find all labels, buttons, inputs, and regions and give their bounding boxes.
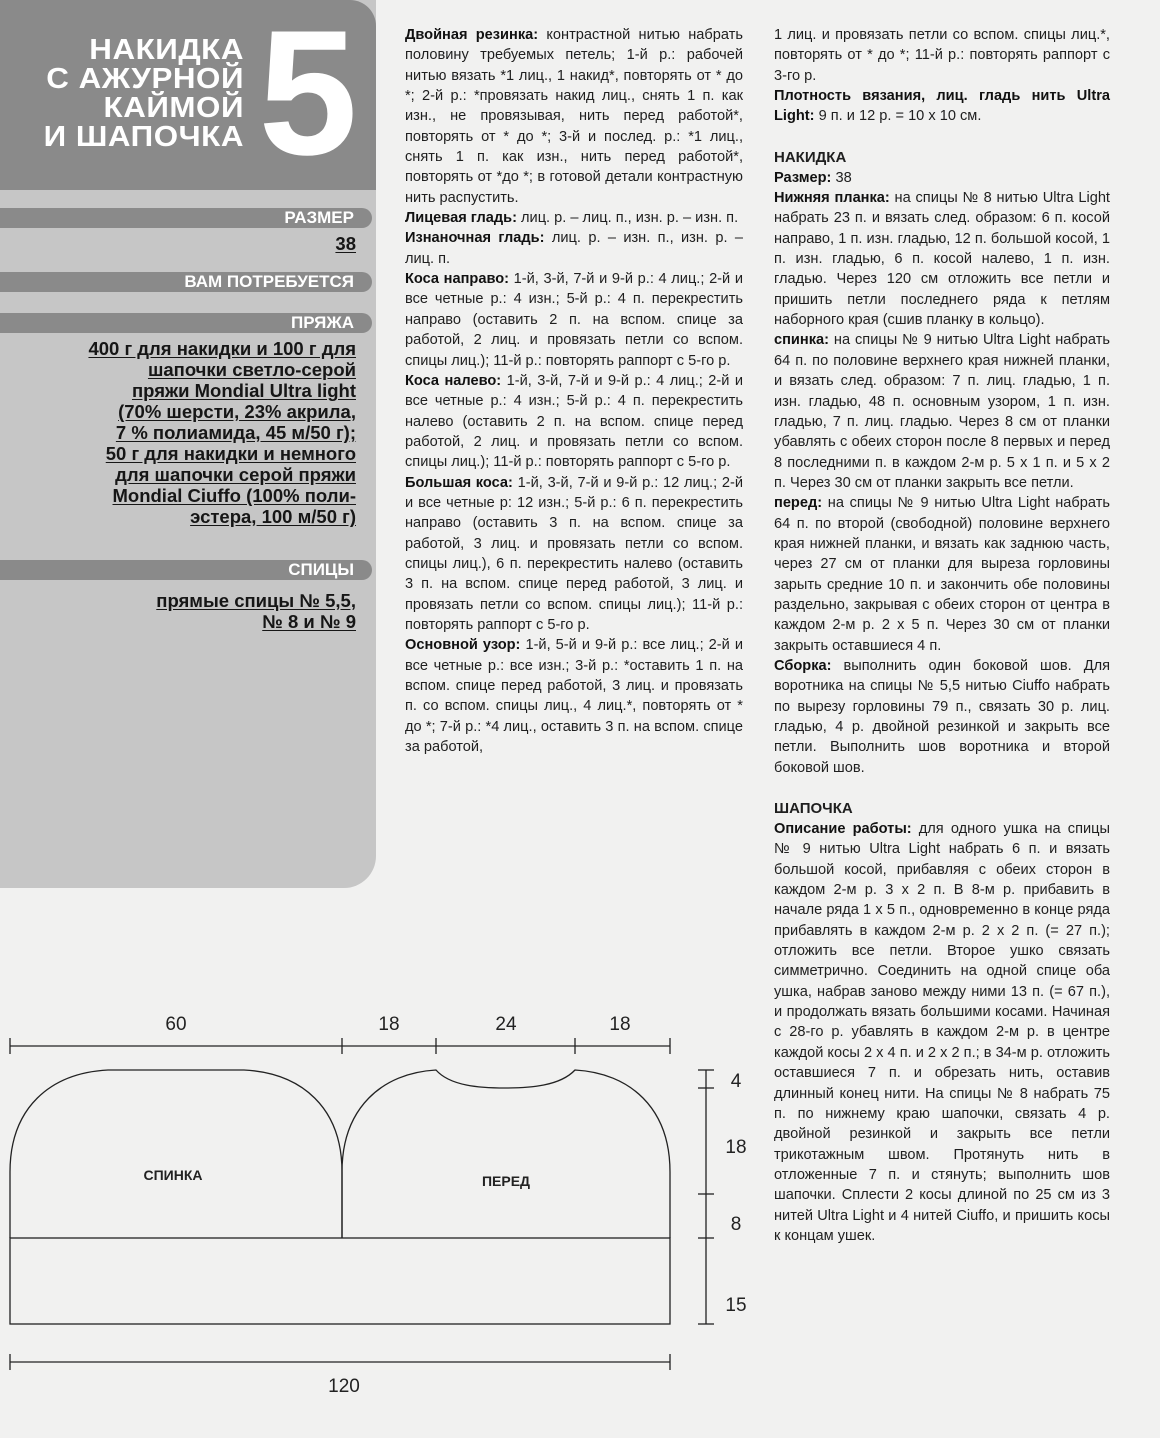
stitch-term: Изнаночная гладь: — [405, 230, 545, 247]
back-piece-outline — [10, 1070, 342, 1238]
stitch-term: Основной узор: — [405, 637, 521, 654]
yarn-line: для шапочки серой пряжи — [115, 464, 356, 485]
cape-term: Нижняя планка: — [774, 190, 890, 207]
stitch-term: Коса направо: — [405, 271, 510, 288]
cape-heading: НАКИДКА — [774, 148, 847, 166]
stitch-paragraph — [405, 208, 743, 228]
cape-text: на спицы № 9 нитью Ultra Light набрать 64 п. по второй (свободной) половине верхнего края нижней планки, и вязать как заднюю часть, через 27 см от планки для выреза горловины зарыть средние 10 п. и закончить обе половины раздельно, закрывая с обеих сторон от центра в каждом 2-м р. 2 х 5 п. Через 30 см от планки закрыть оставшиеся 4 п. — [774, 495, 1110, 654]
dim-label-right: 4 — [730, 1071, 742, 1092]
dim-label-bottom: 120 — [328, 1376, 360, 1397]
density-term: Плотность вязания, лиц. гладь нить Ultra Light: — [774, 88, 1110, 125]
yarn-line: 50 г для накидки и немного — [105, 443, 356, 464]
back-piece-label: СПИНКА — [143, 1167, 203, 1183]
instructions-column-right — [774, 25, 1110, 1246]
stitch-text: лиц. р. – лиц. п., изн. р. – изн. п. — [516, 210, 739, 227]
needles-description — [156, 590, 356, 632]
stitch-text: лиц. р. – изн. п., изн. р. – лиц. п. — [405, 230, 743, 267]
needles-line: № 8 и № 9 — [262, 611, 356, 632]
instructions-column-middle — [405, 25, 743, 757]
yarn-line: (70% шерсти, 23% акрила, — [118, 401, 356, 422]
bottom-band — [10, 1238, 670, 1324]
garment-schematic — [0, 1000, 760, 1420]
front-piece-label: ПЕРЕД — [481, 1173, 531, 1189]
dim-label-right: 8 — [730, 1214, 742, 1235]
cape-size-term: Размер: — [774, 169, 832, 186]
cape-term: спинка: — [774, 332, 829, 349]
pattern-number: 5 — [258, 0, 358, 192]
continuation-text: 1 лиц. и провязать петли со вспом. спицы лиц.*, повторять от * до *; 11-й р.: повторять раппорт с 3-го р. — [774, 27, 1110, 84]
yarn-line: 400 г для накидки и 100 г для — [88, 338, 356, 359]
size-heading: РАЗМЕР — [0, 208, 372, 228]
title-line: И ШАПОЧКА — [43, 121, 244, 153]
stitch-paragraph — [405, 269, 743, 371]
title-line: КАЙМОЙ — [103, 92, 244, 124]
dim-label-top: 60 — [165, 1014, 187, 1035]
dim-label-top: 18 — [378, 1014, 400, 1035]
cape-size-paragraph — [774, 168, 1110, 188]
sidebar-panel — [0, 0, 376, 888]
cape-size-text: 38 — [831, 169, 852, 186]
stitch-paragraph — [405, 25, 743, 208]
dim-label-right: 15 — [725, 1295, 747, 1316]
title-block — [0, 0, 376, 190]
stitch-paragraph — [405, 635, 743, 757]
yarn-line: 7 % полиамида, 45 м/50 г); — [115, 422, 356, 443]
cape-text: на спицы № 8 нитью Ultra Light набрать 23 п. и вязать след. образом: 6 п. косой направо, 1 п. изн. гладью, 12 п. большой косой, 1 п. изн. гладью, 6 п. косой налево, 1 п. изн. гладью. Через 120 см отложить все петли и пришить петли последнего ряда к петлям наборного края (сшив планку в кольцо). — [774, 190, 1110, 329]
needles-heading: СПИЦЫ — [0, 560, 372, 580]
stitch-text: 1-й, 5-й и 9-й р.: все лиц.; 2-й и все четные р.: все изн.; 3-й р.: *оставить 1 п. на вспом. спице перед работой, 3 лиц. и провязать п. со вспом. спицы лиц., 4 лиц.*, повторять от * до *; 7-й р.: *4 лиц., оставить 3 п. на вспом. спице за работой, — [405, 637, 743, 756]
yarn-line: шапочки светло-серой — [147, 359, 356, 380]
hat-term: Описание работы: — [774, 821, 912, 838]
yarn-description — [88, 338, 356, 527]
title-line: С АЖУРНОЙ — [46, 63, 245, 95]
dim-label-top: 18 — [609, 1014, 631, 1035]
hat-paragraph — [774, 819, 1110, 1246]
dim-label-top: 24 — [495, 1014, 517, 1035]
stitch-term: Большая коса: — [405, 474, 513, 491]
cape-paragraph — [774, 656, 1110, 778]
cape-paragraph — [774, 188, 1110, 330]
cape-term: Сборка: — [774, 657, 832, 674]
stitch-term: Двойная резинка: — [405, 27, 539, 43]
stitch-term: Лицевая гладь: — [405, 210, 517, 227]
needs-heading: ВАМ ПОТРЕБУЕТСЯ — [0, 272, 372, 292]
stitch-paragraph — [405, 371, 743, 473]
yarn-line: эстера, 100 м/50 г) — [190, 506, 356, 527]
yarn-line: пряжи Mondial Ultra light — [131, 380, 356, 401]
cape-paragraph — [774, 330, 1110, 493]
yarn-heading: ПРЯЖА — [0, 313, 372, 333]
stitch-text: контрастной нитью набрать половину требуемых петель; 1-й р.: рабочей нитью вязать *1 лиц., 1 накид*, повторять от * до *; 2-й р.: *провязать накид лиц., снять 1 п. как изн., не провязывая, нить перед работой*, повторять от * до *; 3-й и послед. р.: *1 лиц., снять 1 п. как изн., нить перед работой*, повторять от *до *; в готовой детали контрастную нить распустить. — [405, 27, 743, 206]
hat-text: для одного ушка на спицы № 9 нитью Ultra Light набрать 6 п. и вязать большой косой, прибавляя с обеих сторон в каждом 2-м р. 3 х 2 п. В 8-м р. прибавить в начале ряда 1 х 5 п., одновременно в конце ряда прибавлять в каждом 2-м р. 2 х 2 п. (= 27 п.); отложить все петли. Второе ушко связать симметрично. Соединить на одной спице оба ушка, набрав заново между ними 13 п. (= 67 п.), и продолжать вязать большими косами. Начиная с 28-го р. убавлять в каждом 2-м р. в центре каждой косы 2 х 4 п. и 2 х 2 п.; в 34-м р. отложить оставшиеся 7 п. и обрезать нить, оставив длинный конец нити. На спицы № 8 набрать 75 п. по нижнему краю шапочки, связать 4 р. двойной резинкой и закрыть все петли трикотажным швом. Протянуть нить в отложенные 7 п. и стянуть; выполнить шов шапочки. Сплести 2 косы длиной по 25 см из 3 нитей Ultra Light и 4 нитей Ciuffo, и пришить косы к концам ушек. — [774, 821, 1110, 1244]
density-text: 9 п. и 12 р. = 10 х 10 см. — [814, 108, 982, 125]
stitch-text: 1-й, 3-й, 7-й и 9-й р.: 4 лиц.; 2-й и все четные р.: 4 изн.; 5-й р.: 4 п. перекрестить налево (оставить 2 п. на вспом. спице перед работой, 2 лиц. и провязать петли со вспом. спицы лиц.); 11-й р.: повторять раппорт с 5-го р. — [405, 372, 743, 471]
cape-text: на спицы № 9 нитью Ultra Light набрать 64 п. по половине верхнего края нижней планки, и вязать след. образом: 7 п. лиц. гладью, 1 п. изн. гладью, 48 п. основным узором, 1 п. изн. гладью, 7 п. лиц. гладью. Через 8 см от планки убавлять с обеих сторон после 8 первых и перед 8 последними п. в каждом 2-м р. 5 х 1 п. и 5 х 2 п. Через 30 см от планки закрыть все петли. — [774, 332, 1110, 491]
cape-paragraph — [774, 493, 1110, 656]
stitch-text: 1-й, 3-й, 7-й и 9-й р.: 4 лиц.; 2-й и все четные р.: 4 изн.; 5-й р.: 4 п. перекрестить направо (оставить 2 п. на вспом. спице за работой, 2 лиц. и провязать петли со вспом. спицы лиц.); 11-й р.: повторять раппорт с 5-го р. — [405, 271, 743, 369]
title-line: НАКИДКА — [89, 34, 245, 66]
size-value: 38 — [335, 233, 356, 254]
yarn-line: Mondial Ciuffo (100% поли- — [112, 485, 356, 506]
dim-label-right: 18 — [725, 1137, 747, 1158]
hat-heading: ШАПОЧКА — [774, 800, 853, 818]
stitch-text: 1-й, 3-й, 7-й и 9-й р.: 12 лиц.; 2-й и все четные р: 12 изн.; 5-й р.: 6 п. перекрестить направо (оставить 3 п. на вспом. спице за работой, 3 лиц. и провязать петли со вспом. спицы лиц.), 6 п. перекрестить налево (оставить 3 п. на вспом. спице перед работой, 3 лиц. и провязать петли со вспом. спицы лиц.); 11-й р.: повторять раппорт с 5-го р. — [405, 474, 743, 633]
cape-term: перед: — [774, 495, 823, 512]
needles-line: прямые спицы № 5,5, — [156, 590, 356, 611]
density-paragraph — [774, 86, 1110, 127]
stitch-paragraph — [405, 473, 743, 636]
cape-text: выполнить один боковой шов. Для воротника на спицы № 5,5 нитью Ciuffo набрать по вырезу горловины 79 п., связать 30 р. лиц. гладью, 4 р. двойной резинкой и закрыть все петли. Выполнить шов воротника и второй боковой шов. — [774, 657, 1110, 776]
page-title — [28, 36, 244, 152]
front-piece-outline — [342, 1070, 670, 1238]
stitch-paragraph — [405, 228, 743, 269]
stitch-term: Коса налево: — [405, 372, 502, 389]
